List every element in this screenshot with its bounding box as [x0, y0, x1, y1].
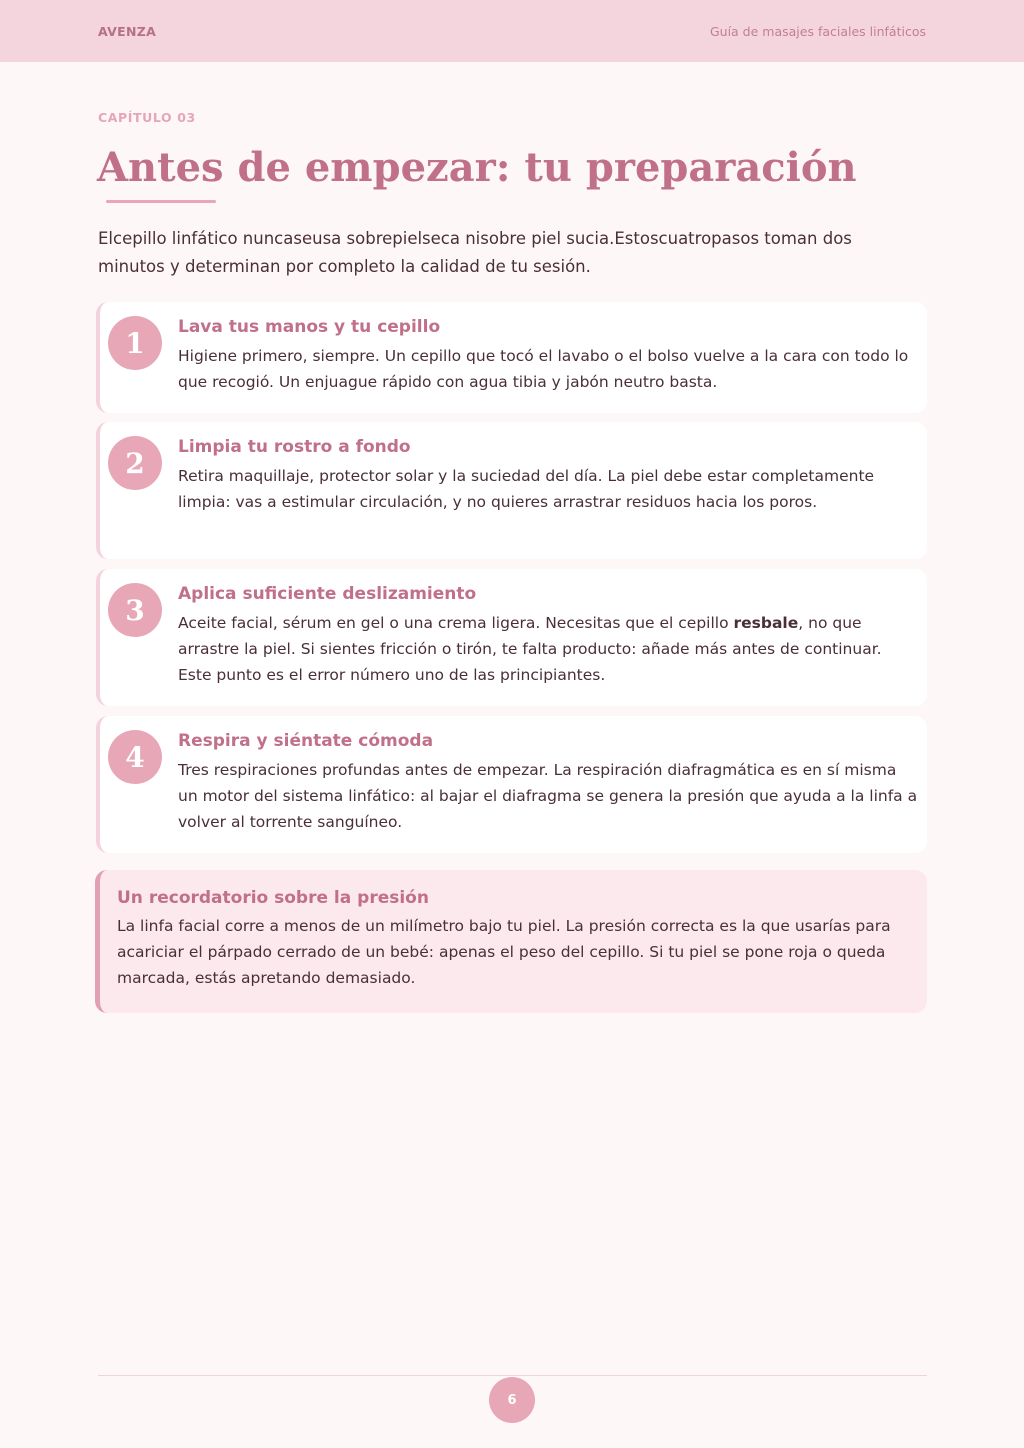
callout-body: La linfa facial corre a menos de un milímetro bajo tu piel. La presión correcta es la que usarías para acariciar el párpado cerrado de un bebé: apenas el peso del cepillo. Si tu piel se pone roja o queda marcada, estás apretando demasiado. [117, 917, 891, 987]
step-description [178, 610, 918, 688]
step-title: Lava tus manos y tu cepillo [178, 317, 441, 337]
step-title: Aplica suficiente deslizamiento [178, 584, 477, 604]
page-header [0, 0, 1024, 62]
chapter-label: CAPÍTULO 03 [98, 110, 196, 125]
step-description: Higiene primero, siempre. Un cepillo que tocó el lavabo o el bolso vuelve a la cara con todo lo que recogió. Un enjuague rápido con agua tibia y jabón neutro basta. [178, 347, 909, 391]
intro-paragraph: Elcepillo linfático nuncaseusa sobrepielseca nisobre piel sucia.Estoscuatropasos toman dos minutos y determinan por completo la calidad de tu sesión. [98, 229, 852, 276]
step-description-text: Aceite facial, sérum en gel o una crema ligera. Necesitas que el cepillo [178, 614, 734, 632]
callout-title: Un recordatorio sobre la presión [117, 888, 429, 908]
pressure-reminder-callout [95, 870, 927, 1013]
step-description: Retira maquillaje, protector solar y la suciedad del día. La piel debe estar completamente limpia: vas a estimular circulación, y no quieres arrastrar residuos hacia los poros. [178, 467, 875, 511]
title-underline [106, 200, 216, 203]
step-card-2 [96, 422, 927, 559]
page-title: Antes de empezar: tu preparación [97, 144, 857, 191]
step-number-badge: 1 [108, 316, 162, 370]
guide-title: Guía de masajes faciales linfáticos [709, 23, 926, 39]
step-number-badge: 3 [108, 583, 162, 637]
step-card-1 [96, 302, 927, 413]
footer-divider [98, 1375, 927, 1376]
step-description: Tres respiraciones profundas antes de empezar. La respiración diafragmática es en sí misma un motor del sistema linfático: al bajar el diafragma se genera la presión que ayuda a la linfa a volver al torrente sanguíneo. [178, 761, 918, 831]
step-description-text: , no que arrastre la piel. Si sientes fricción o tirón, te falta producto: añade más antes de continuar. Este punto es el error número uno de las principiantes. [178, 614, 882, 684]
step-number-badge: 2 [108, 436, 162, 490]
step-card-3 [96, 569, 927, 706]
emphasis-word: resbale [733, 614, 799, 632]
brand-name: AVENZA [98, 23, 157, 39]
step-card-4 [96, 716, 927, 853]
page-number-badge: 6 [489, 1377, 535, 1423]
step-number-badge: 4 [108, 730, 162, 784]
step-title: Respira y siéntate cómoda [178, 731, 434, 751]
step-title: Limpia tu rostro a fondo [178, 437, 411, 457]
